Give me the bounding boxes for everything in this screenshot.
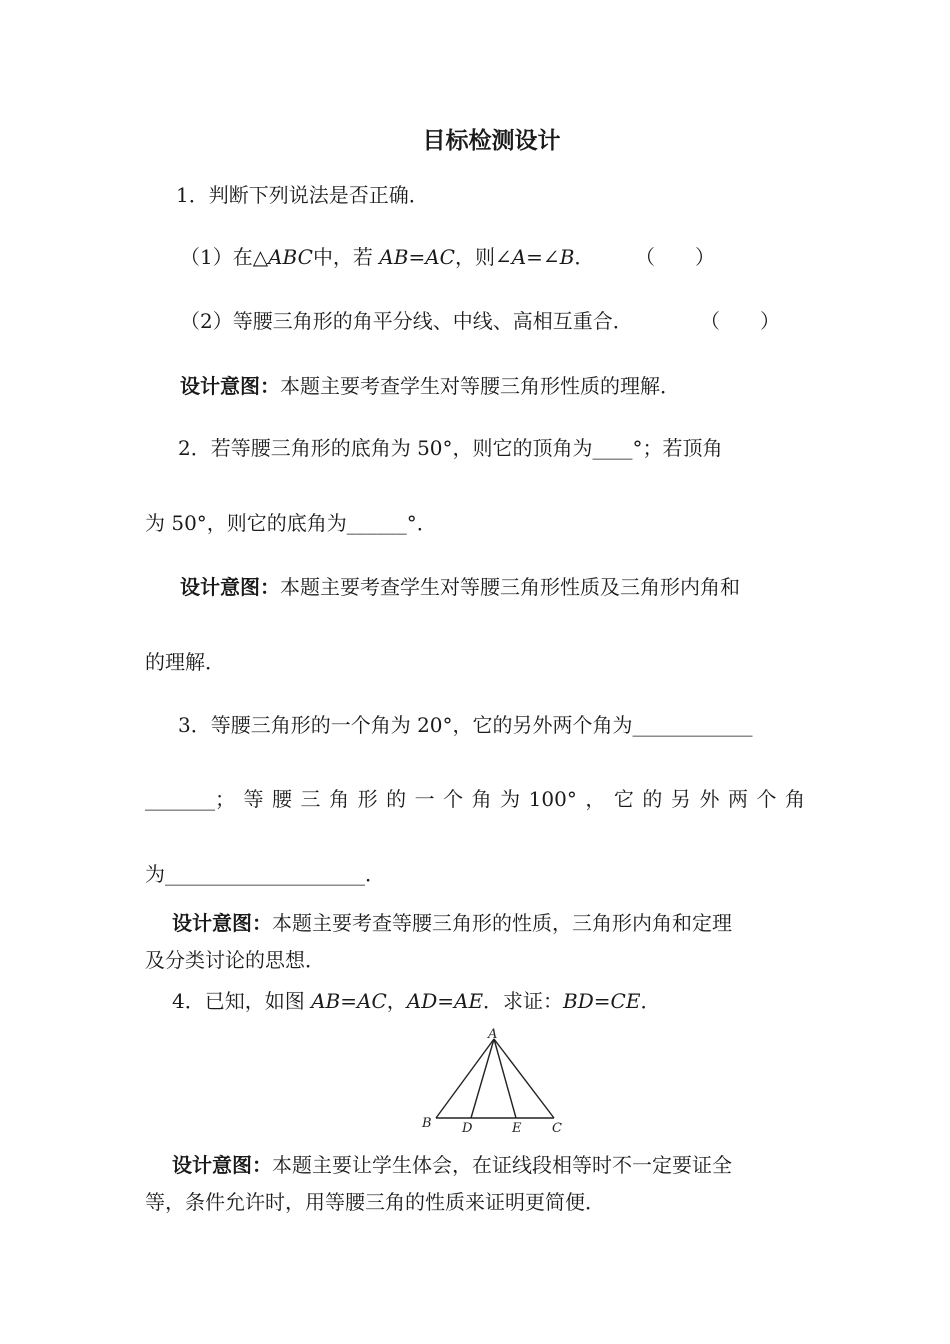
triangle-figure bbox=[418, 1024, 578, 1140]
design-intent-label: 设计意图： bbox=[172, 911, 272, 935]
page-title: 目标检测设计 bbox=[422, 128, 561, 154]
segment-ac bbox=[494, 1039, 554, 1118]
q1-item1: （1）在△ABC中，若 AB=AC，则∠A=∠B． bbox=[180, 245, 595, 269]
q3-text-line3: 为____________________． bbox=[145, 862, 385, 886]
design-intent-label: 设计意图： bbox=[180, 374, 280, 398]
design-intent-label: 设计意图： bbox=[172, 1153, 272, 1177]
point-label-d: D bbox=[462, 1121, 473, 1136]
q2-text-line2: 为 50°，则它的底角为______°． bbox=[145, 511, 437, 535]
segment-ad bbox=[471, 1039, 494, 1118]
q1-item2-answer-blank: （ ） bbox=[700, 309, 780, 333]
q4-text: 4．已知，如图 AB=AC，AD=AE．求证：BD=CE． bbox=[172, 989, 661, 1013]
q3-design-intent-line2: 及分类讨论的思想． bbox=[145, 948, 325, 972]
vertex-label-a: A bbox=[488, 1027, 498, 1042]
q2-design-intent-line2: 的理解． bbox=[145, 650, 225, 674]
q3-text-line1: 3．等腰三角形的一个角为 20°，它的另外两个角为____________ bbox=[178, 713, 753, 737]
q1-item1-answer-blank: （ ） bbox=[635, 245, 715, 269]
vertex-label-c: C bbox=[552, 1121, 562, 1136]
q1-item2: （2）等腰三角形的角平分线、中线、高相互重合． bbox=[180, 309, 633, 333]
q1-stem: 1．判断下列说法是否正确． bbox=[176, 183, 429, 207]
q1-design-intent: 设计意图：本题主要考查学生对等腰三角形性质的理解． bbox=[180, 374, 680, 398]
q3-text-line2: _______； 等 腰 三 角 形 的 一 个 角 为 100° ， 它 的 另 外 两 个 角 bbox=[145, 787, 805, 811]
point-label-e: E bbox=[512, 1121, 522, 1136]
q4-design-intent: 设计意图：本题主要让学生体会，在证线段相等时不一定要证全 bbox=[172, 1153, 732, 1177]
vertex-label-b: B bbox=[422, 1116, 432, 1131]
q2-design-intent: 设计意图：本题主要考查学生对等腰三角形性质及三角形内角和 bbox=[180, 575, 740, 599]
segment-ae bbox=[494, 1039, 516, 1118]
q3-design-intent: 设计意图：本题主要考查等腰三角形的性质，三角形内角和定理 bbox=[172, 911, 732, 935]
segment-ab bbox=[436, 1039, 494, 1118]
design-intent-label: 设计意图： bbox=[180, 575, 280, 599]
q4-design-intent-line2: 等，条件允许时，用等腰三角的性质来证明更简便． bbox=[145, 1190, 605, 1214]
q2-text-line1: 2．若等腰三角形的底角为 50°，则它的顶角为____°；若顶角 bbox=[178, 436, 723, 460]
